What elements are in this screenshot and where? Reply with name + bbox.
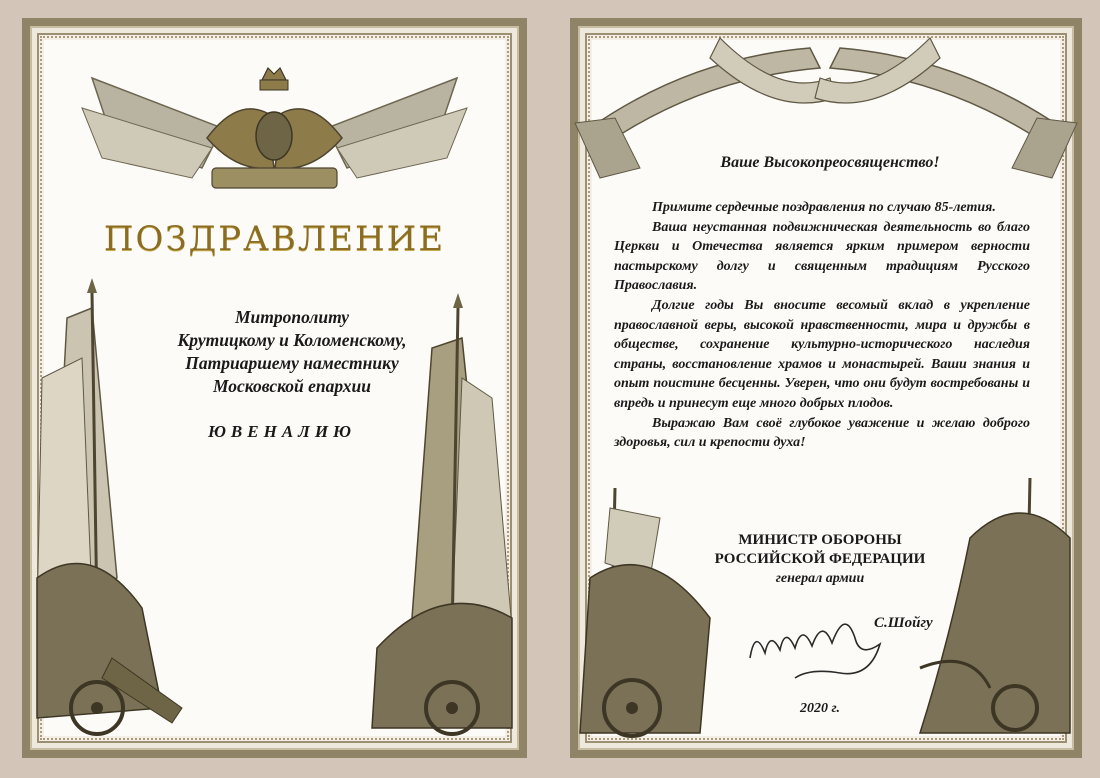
signature-name: С.Шойгу	[874, 615, 933, 631]
letter-paragraph: Выражаю Вам своё глубокое уважение и желаю доброго здоровья, сил и крепости духа!	[614, 415, 1030, 451]
military-trophy-right-icon	[920, 478, 1070, 733]
signature-title-line: РОССИЙСКОЙ ФЕДЕРАЦИИ	[714, 551, 926, 567]
military-trophy-left-icon	[580, 488, 710, 736]
left-page	[22, 18, 527, 758]
right-page	[570, 18, 1082, 758]
addressee-line: Крутицкому и Коломенскому,	[177, 330, 407, 350]
addressee-line: Патриаршему наместнику	[185, 353, 399, 373]
greeting: Ваше Высокопреосвященство!	[720, 154, 940, 171]
addressee-block	[112, 306, 472, 398]
addressee-name: ЮВЕНАЛИЮ	[207, 422, 357, 441]
page-title: ПОЗДРАВЛЕНИЕ	[103, 219, 446, 259]
letter-body	[614, 198, 1030, 453]
letter-paragraph: Примите сердечные поздравления по случаю 85-летия.	[652, 200, 996, 215]
signature-title-line: МИНИСТР ОБОРОНЫ	[738, 532, 902, 548]
addressee-line: Митрополиту	[234, 307, 350, 327]
double-headed-eagle-icon	[82, 68, 467, 188]
letter-paragraph: Ваша неустанная подвижническая деятельность во благо Церкви и Отечества является ярким примером верности пастырскому долгу и священным традициям Русского Православия.	[614, 219, 1030, 294]
letter-paragraph: Долгие годы Вы вносите весомый вклад в укрепление православной веры, высокой нравственности, мира и дружбы в обществе, сохранение культурно-исторического наследия страны, восстановление храмов и монастырей. Ваши знания и опыт поистине бесценны. Уверен, что они будут востребованы и впредь и принесут еще много добрых плодов.	[614, 297, 1030, 411]
signature-block	[670, 531, 970, 588]
addressee-line: Московской епархии	[212, 376, 372, 396]
handwritten-signature-icon	[750, 624, 880, 678]
signature-rank: генерал армии	[775, 571, 865, 586]
document-year: 2020 г.	[800, 701, 840, 716]
